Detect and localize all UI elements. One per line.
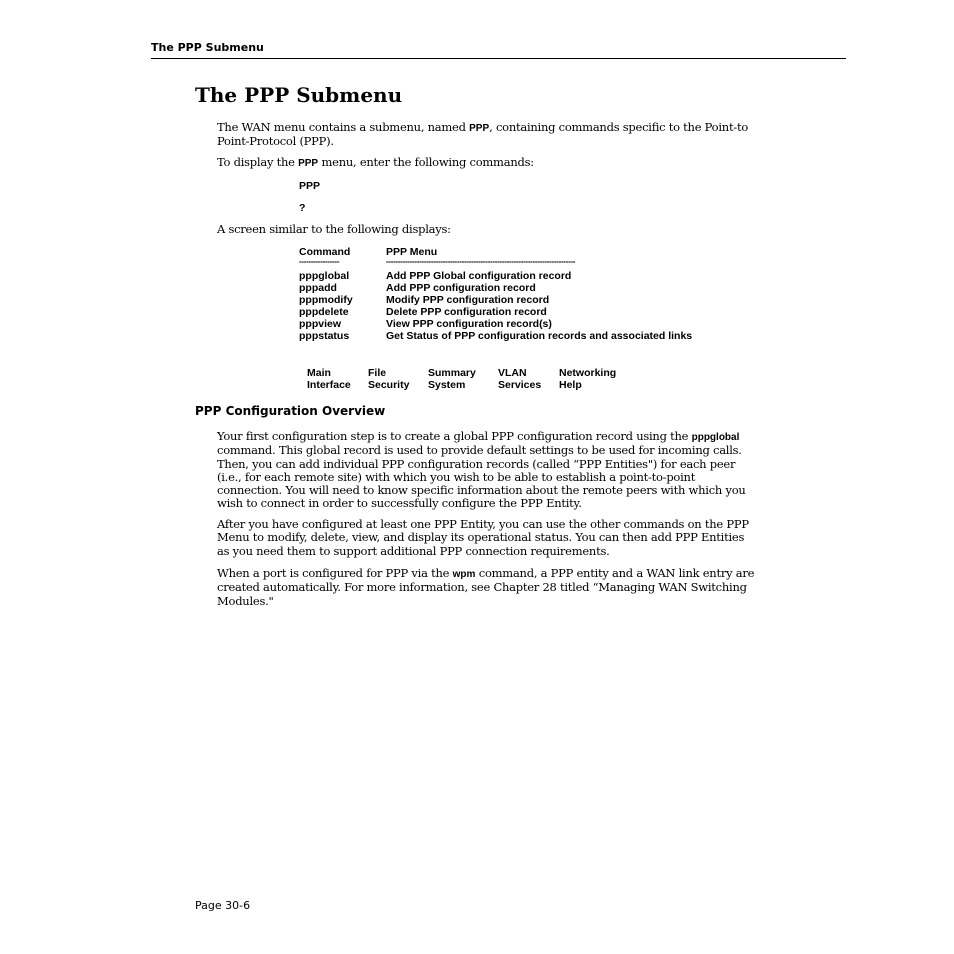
overview-paragraph-3 xyxy=(217,567,759,608)
command-line-help: ? xyxy=(299,202,306,214)
menu-command-pppview: pppview xyxy=(299,318,342,330)
nav-item-networking: Networking xyxy=(559,367,617,379)
page-title: The PPP Submenu xyxy=(195,83,403,107)
overview-paragraph-1 xyxy=(217,430,759,511)
section-heading: PPP Configuration Overview xyxy=(195,404,386,418)
header-rule xyxy=(151,58,846,59)
menu-header-ppp-menu: PPP Menu xyxy=(386,246,438,258)
nav-item-summary: Summary xyxy=(428,367,476,379)
menu-description-pppview: View PPP configuration record(s) xyxy=(386,318,552,330)
intro-p1-command: PPP xyxy=(469,123,490,134)
menu-command-pppglobal: pppglobal xyxy=(299,270,350,282)
menu-command-pppstatus: pppstatus xyxy=(299,330,350,342)
navigation-menu xyxy=(307,367,637,393)
nav-item-vlan: VLAN xyxy=(498,367,527,379)
ppp-menu-table xyxy=(299,246,729,346)
nav-item-help: Help xyxy=(559,379,582,391)
menu-description-pppdelete: Delete PPP configuration record xyxy=(386,306,547,318)
nav-item-security: Security xyxy=(368,379,410,391)
overview-p1-text-b: command. This global record is used to provide default settings to be used for incoming calls. Then, you can add individual PPP configuration records (called “PPP Entities") for each peer (i.e., for each remote site) with which you wish to be able to establish a point-to-point connection. You will need to know specific information about the remote peers with which you wish to connect in order to successfully configure the PPP Entity. xyxy=(217,443,746,511)
overview-paragraph-2: After you have configured at least one PPP Entity, you can use the other commands on the PPP Menu to modify, delete, view, and display its operational status. You can then add PPP Entities as you need them to support additional PPP connection requirements. xyxy=(217,517,749,558)
nav-item-main: Main xyxy=(307,367,331,379)
intro-p2-text-a: To display the xyxy=(217,155,299,169)
menu-separator-menu: -------------------------------------------------------------------------------- xyxy=(386,257,576,266)
menu-command-pppdelete: pppdelete xyxy=(299,306,349,318)
overview-p1-command: pppglobal xyxy=(691,432,740,443)
nav-item-services: Services xyxy=(498,379,542,391)
intro-paragraph-1 xyxy=(217,121,762,149)
nav-item-file: File xyxy=(368,367,387,379)
command-line-ppp: PPP xyxy=(299,180,321,192)
overview-p3-text-b: command, a PPP entity and a WAN link entry are created automatically. For more information, see Chapter 28 titled “Managing WAN Switching Modules." xyxy=(217,566,755,608)
nav-item-system: System xyxy=(428,379,466,391)
overview-p3-text-a: When a port is configured for PPP via the xyxy=(217,566,453,580)
menu-description-pppadd: Add PPP configuration record xyxy=(386,282,536,294)
menu-separator-command: ----------------- xyxy=(299,257,340,266)
menu-header-command: Command xyxy=(299,246,351,258)
menu-command-pppmodify: pppmodify xyxy=(299,294,353,306)
overview-p1-text-a: Your first configuration step is to create a global PPP configuration record using the xyxy=(217,429,692,443)
menu-description-pppstatus: Get Status of PPP configuration records and associated links xyxy=(386,330,693,342)
overview-p3-command: wpm xyxy=(452,569,476,580)
page-number: Page 30-6 xyxy=(195,899,251,912)
screen-intro: A screen similar to the following displays: xyxy=(217,222,451,236)
menu-description-pppmodify: Modify PPP configuration record xyxy=(386,294,550,306)
intro-p2-command: PPP xyxy=(298,158,319,169)
menu-description-pppglobal: Add PPP Global configuration record xyxy=(386,270,572,282)
intro-paragraph-2 xyxy=(217,156,762,170)
intro-p1-text-b: , containing commands specific to the Point-to Point-Protocol (PPP). xyxy=(217,120,748,149)
menu-command-pppadd: pppadd xyxy=(299,282,337,294)
nav-item-interface: Interface xyxy=(307,379,351,391)
intro-p1-text-a: The WAN menu contains a submenu, named xyxy=(217,120,470,134)
intro-p2-text-b: menu, enter the following commands: xyxy=(318,155,534,169)
running-header: The PPP Submenu xyxy=(151,41,264,54)
